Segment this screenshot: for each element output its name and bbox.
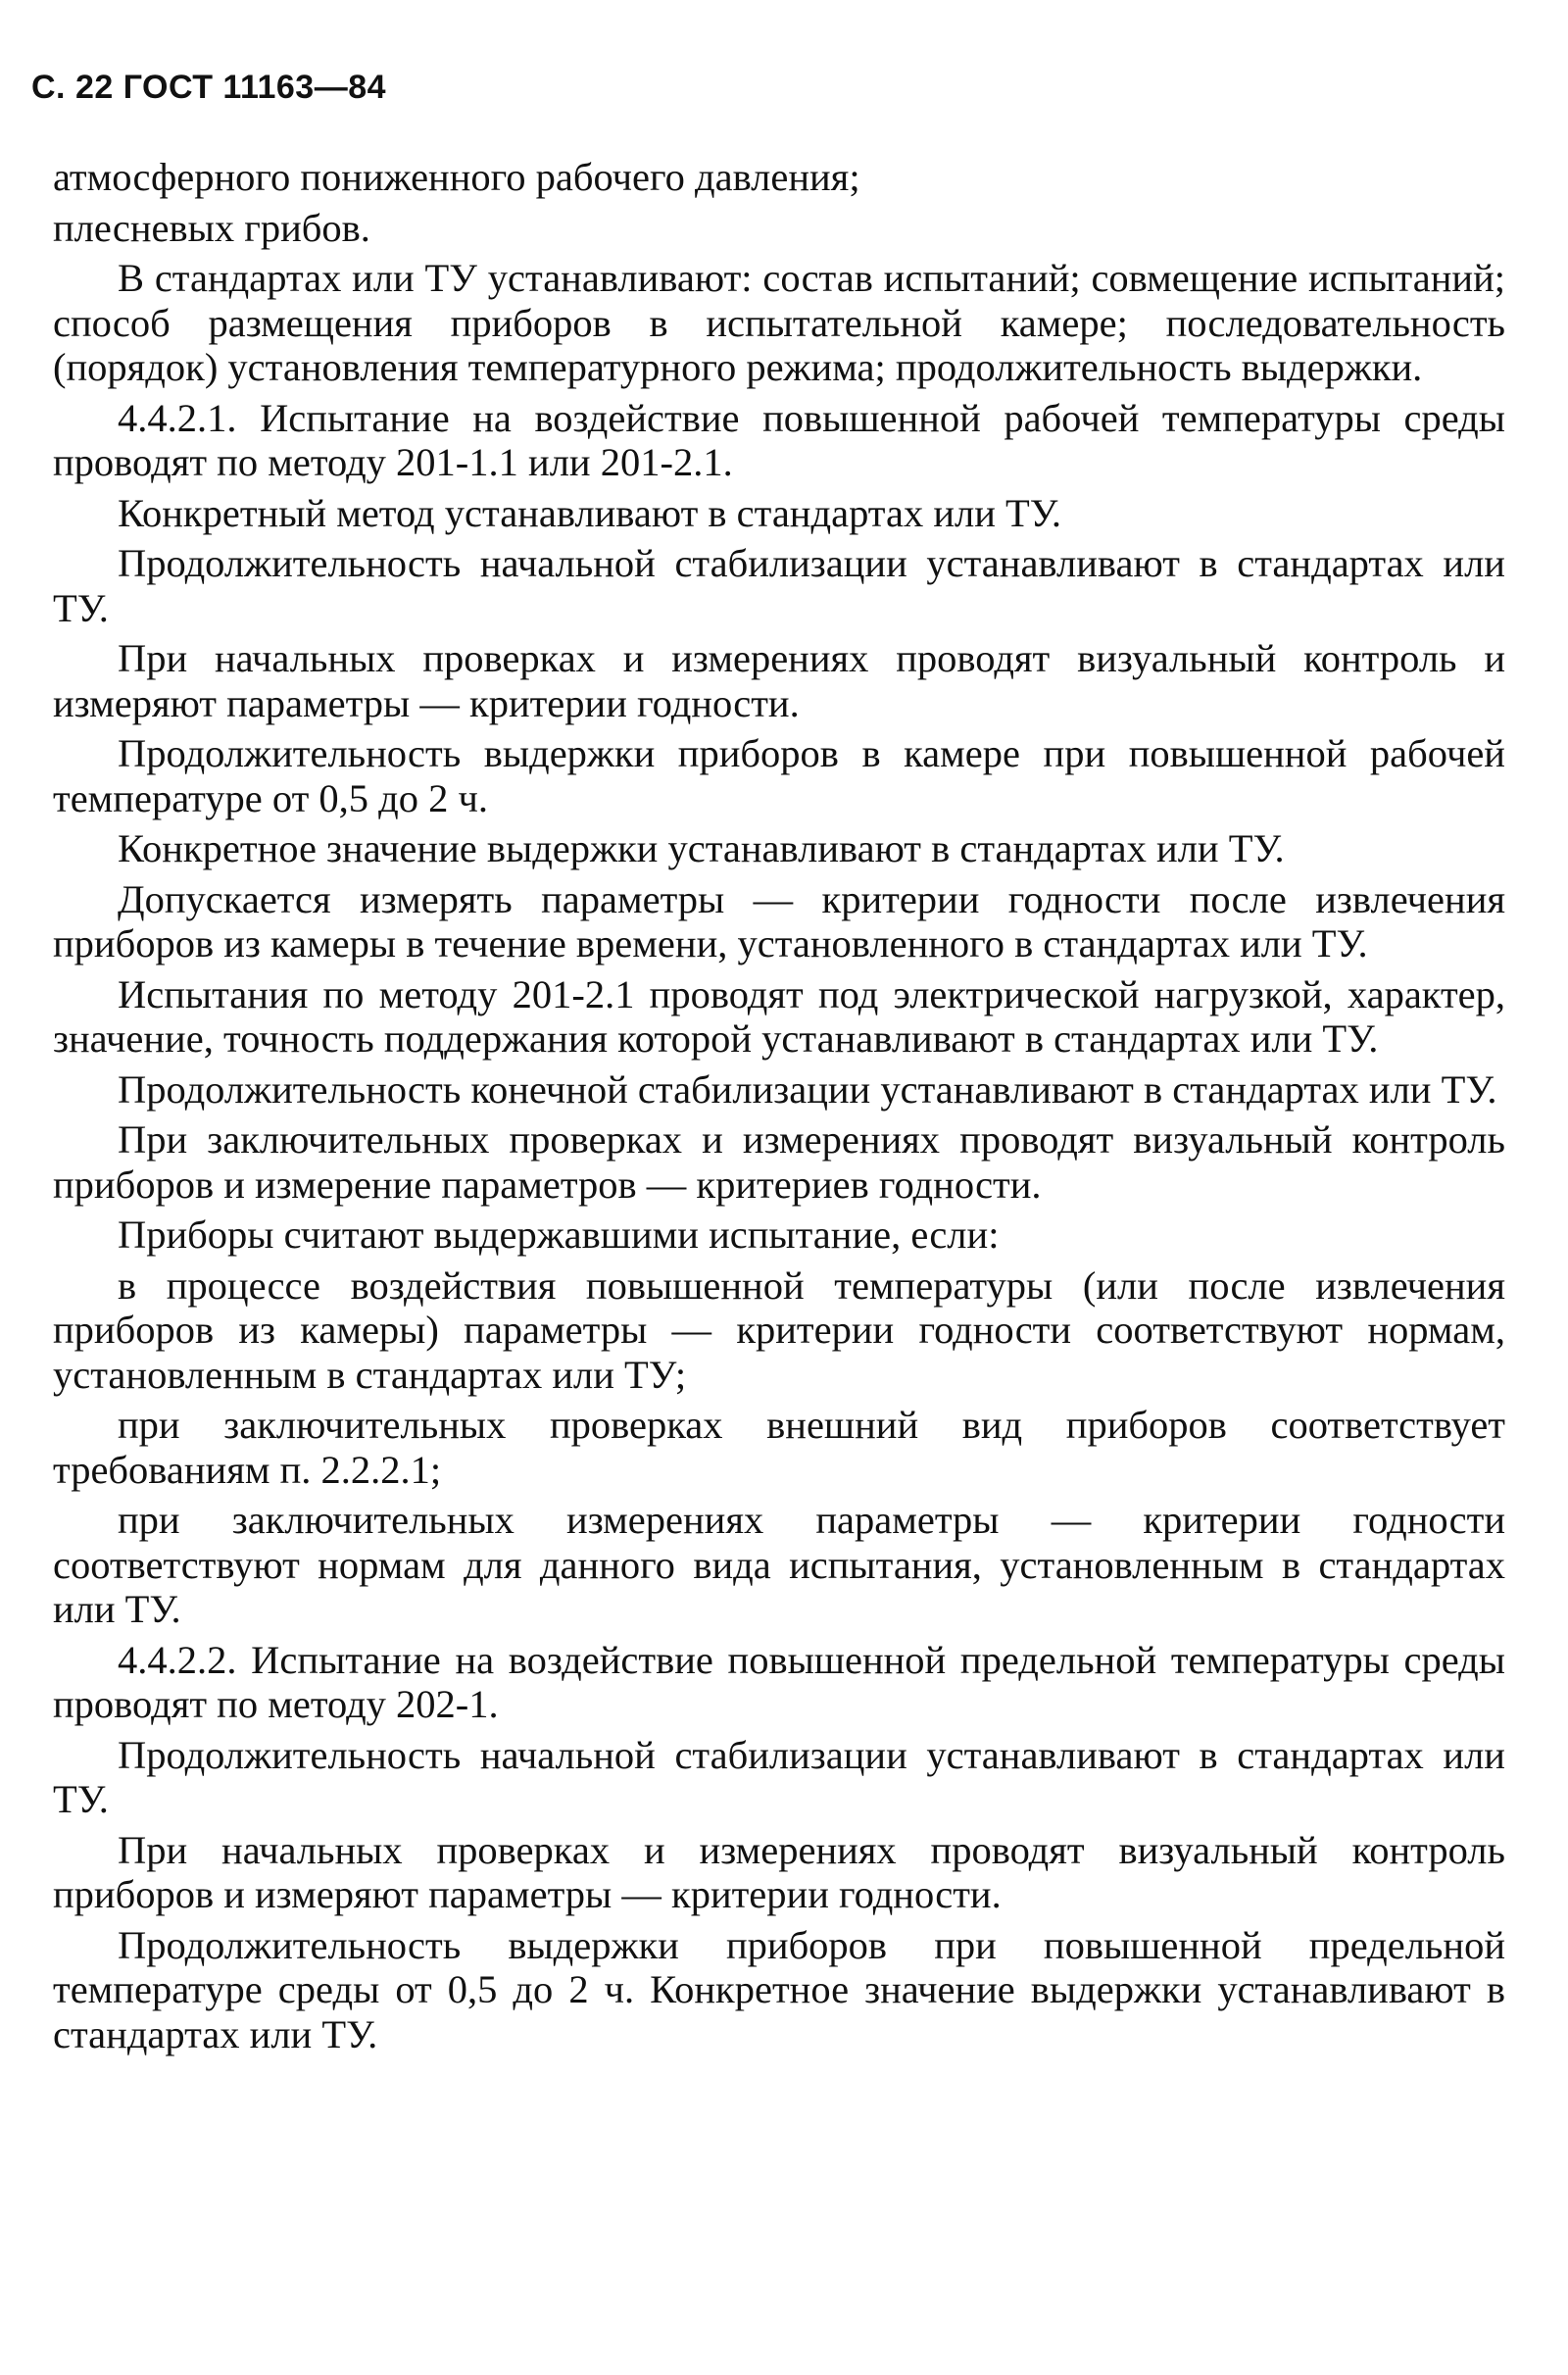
paragraph-12: Продолжительность конечной стабилизации устанавливают в стандартах или ТУ. xyxy=(118,1066,1497,1112)
paragraph-7: При начальных проверках и измерениях проводят визуальный контроль и измеряют параметры — критерии годности. xyxy=(53,636,1505,725)
paragraph-2: плесневых грибов. xyxy=(53,205,370,250)
paragraph-18: 4.4.2.2. Испытание на воздействие повышенной предельной температуры среды проводят по методу 202-1. xyxy=(53,1637,1505,1726)
paragraph-3: В стандартах или ТУ устанавливают: состав испытаний; совмещение испытаний; способ размещения приборов в испытательной камере; последовательность (порядок) установления температурного режима; продолжительность выдержки. xyxy=(53,256,1505,389)
paragraph-19: Продолжительность начальной стабилизации устанавливают в стандартах или ТУ. xyxy=(53,1732,1505,1821)
paragraph-14: Приборы считают выдержавшими испытание, если: xyxy=(118,1212,1000,1257)
paragraph-15: в процессе воздействия повышенной температуры (или после извлечения приборов из камеры) параметры — критерии годности соответствуют нормам, установленным в стандартах или ТУ; xyxy=(53,1262,1505,1397)
paragraph-21: Продолжительность выдержки приборов при повышенной предельной температуре среды от 0,5 до 2 ч. Конкретное значение выдержки устанавливают в стандартах или ТУ. xyxy=(53,1922,1505,2056)
paragraph-20: При начальных проверках и измерениях проводят визуальный контроль приборов и измеряют параметры — критерии годности. xyxy=(53,1827,1505,1916)
paragraph-16: при заключительных проверках внешний вид приборов соответствует требованиям п. 2.2.2.1; xyxy=(53,1403,1505,1492)
paragraph-1: атмосферного пониженного рабочего давления; xyxy=(53,155,860,199)
paragraph-11: Испытания по методу 201-2.1 проводят под электрической нагрузкой, характер, значение, точность поддержания которой устанавливают в стандартах или ТУ. xyxy=(53,971,1505,1061)
page-header: С. 22 ГОСТ 11163—84 xyxy=(31,69,387,106)
paragraph-5: Конкретный метод устанавливают в стандартах или ТУ. xyxy=(118,490,1061,535)
paragraph-10: Допускается измерять параметры — критерии годности после извлечения приборов из камеры в течение времени, установленного в стандартах или ТУ. xyxy=(53,876,1505,965)
paragraph-8: Продолжительность выдержки приборов в камере при повышенной рабочей температуре от 0,5 до 2 ч. xyxy=(53,731,1505,820)
paragraph-9: Конкретное значение выдержки устанавливают в стандартах или ТУ. xyxy=(118,826,1285,870)
paragraph-17: при заключительных измерениях параметры — критерии годности соответствуют нормам для данного вида испытания, установленным в стандартах или ТУ. xyxy=(53,1498,1505,1631)
document-body xyxy=(53,155,1505,2056)
paragraph-6: Продолжительность начальной стабилизации устанавливают в стандартах или ТУ. xyxy=(53,541,1505,630)
paragraph-4: 4.4.2.1. Испытание на воздействие повышенной рабочей температуры среды проводят по методу 201-1.1 или 201-2.1. xyxy=(53,395,1505,484)
paragraph-13: При заключительных проверках и измерениях проводят визуальный контроль приборов и измерение параметров — критериев годности. xyxy=(53,1117,1505,1207)
